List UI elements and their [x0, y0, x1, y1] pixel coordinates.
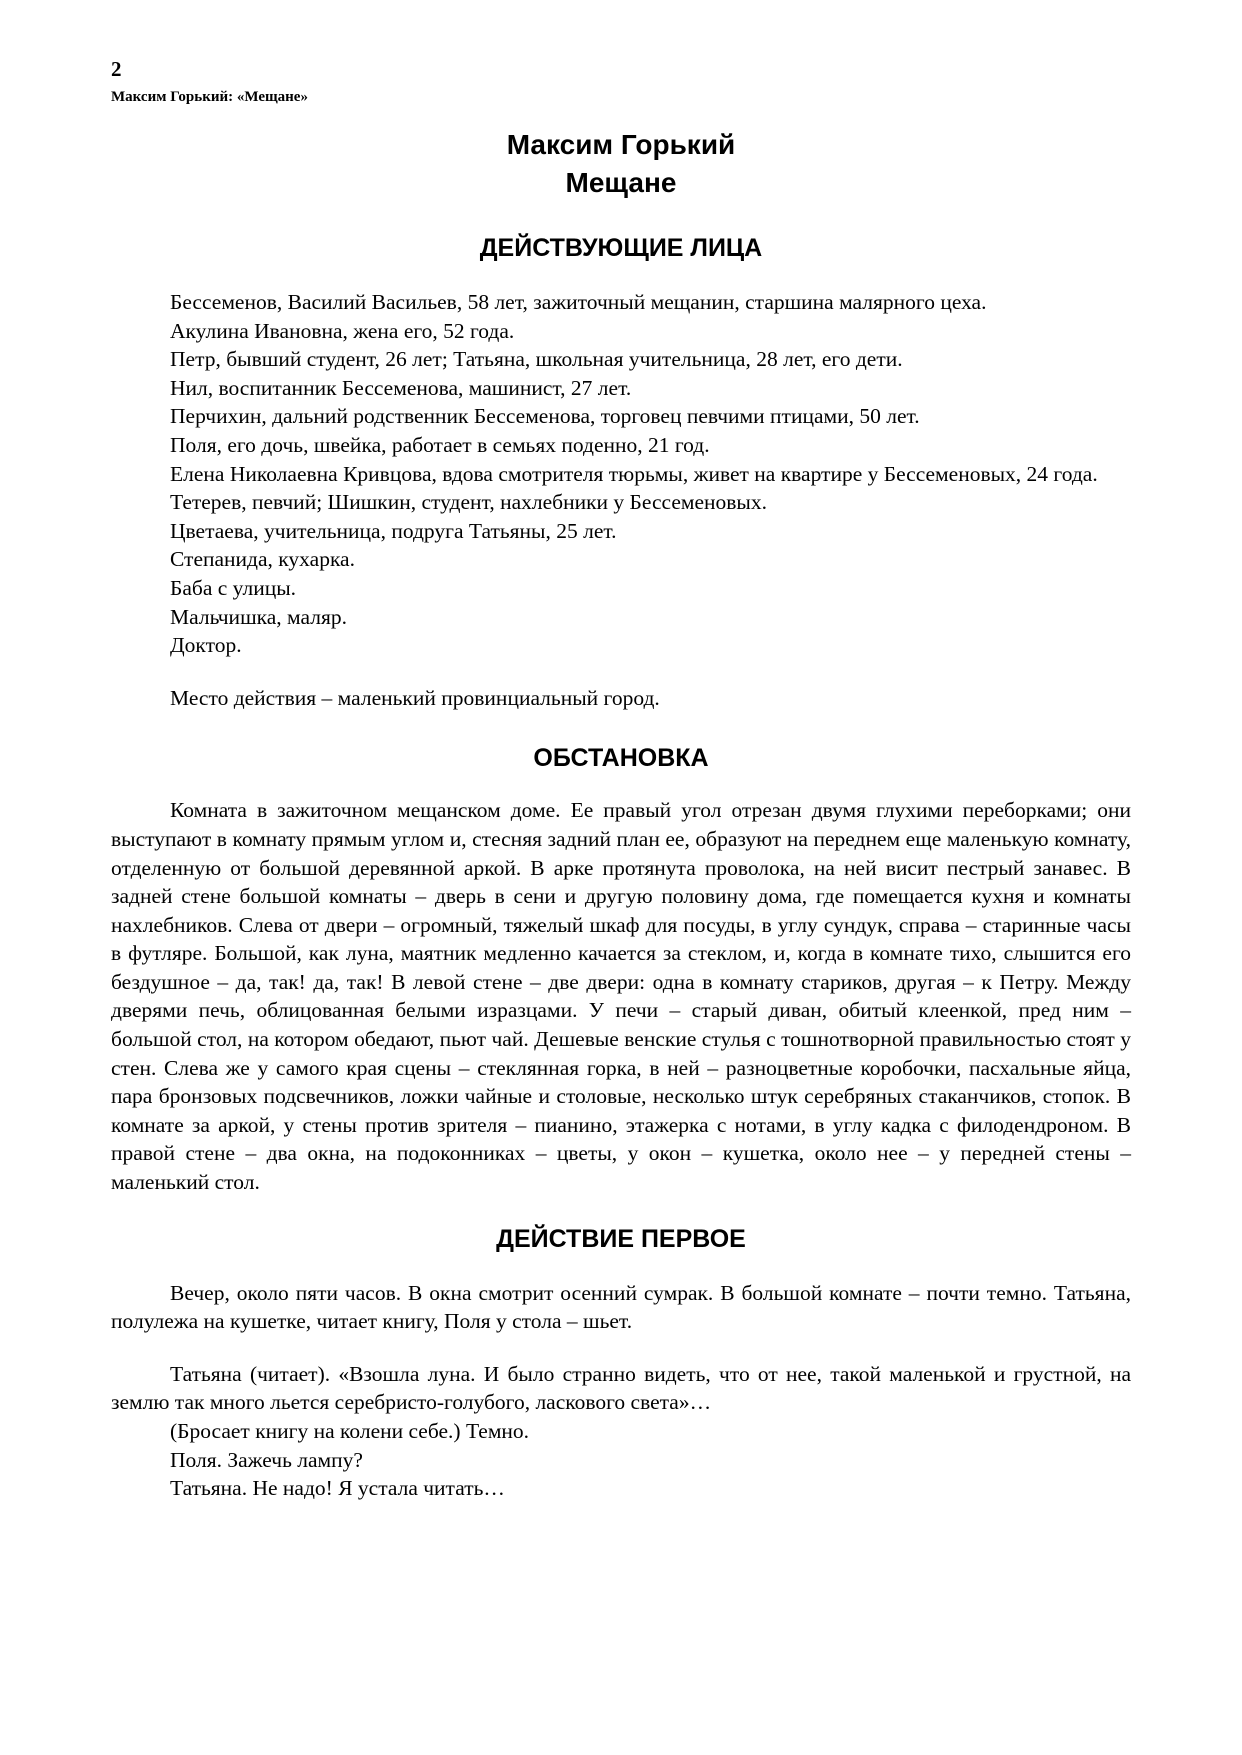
character-item: Бессеменов, Василий Васильев, 58 лет, зажиточный мещанин, старшина малярного цеха. — [170, 290, 987, 314]
author-name: Максим Горький — [506, 129, 736, 160]
dialogue-line: Татьяна. Не надо! Я устала читать… — [170, 1476, 505, 1501]
place-of-action: Место действия – маленький провинциальный город. — [170, 685, 660, 710]
running-header — [111, 57, 308, 107]
character-item: Петр, бывший студент, 26 лет; Татьяна, школьная учительница, 28 лет, его дети. — [170, 347, 903, 372]
running-title: Максим Горький: «Мещане» — [111, 89, 308, 105]
page-number: 2 — [111, 57, 122, 81]
character-item: Цветаева, учительница, подруга Татьяны, 25 лет. — [170, 518, 617, 543]
character-item: Степанида, кухарка. — [170, 547, 355, 572]
dialogue-line: (Бросает книгу на колени себе.) Темно. — [170, 1419, 530, 1443]
character-item: Акулина Ивановна, жена его, 52 года. — [170, 318, 515, 343]
character-item: Тетерев, певчий; Шишкин, студент, нахлебники у Бессеменовых. — [170, 490, 767, 515]
setting-paragraph: Комната в зажиточном мещанском доме. Ее правый угол отрезан двумя глухими переборками; они выступают в комнату прямым углом и, стесняя задний план ее, образуют на переднем еще маленькую комнату, отделенную от большой деревянной аркой. В арке протянута проволока, на ней висит пестрый занавес. В задней стене большой комнаты – дверь в сени и другую половину дома, где помещается кухня и комнаты нахлебников. Слева от двери – огромный, тяжелый шкаф для посуды, в углу сундук, справа – старинные часы в футляре. Большой, как луна, маятник медленно качается за стеклом, и, когда в комнате тихо, слышится его бездушное – да, так! да, так! В левой стене – две двери: одна в комнату стариков, другая – к Петру. Между дверями печь, облицованная белыми изразцами. У печи – старый диван, обитый клеенкой, пред ним – большой стол, на котором обедают, пьют чай. Дешевые венские стулья с тошнотворной правильностью стоят у стен. Слева же у самого края сцены – стеклянная горка, в ней – разноцветные коробочки, пасхальные яйца, пара бронзовых подсвечников, ложки чайные и столовые, несколько штук серебряных стаканчиков, стопок. В комнате за аркой, у стены против зрителя – пианино, этажерка с нотами, в углу кадка с филодендроном. В правой стене – два окна, на подоконниках – цветы, у окон – кушетка, около нее – у передней стены – маленький стол. — [111, 798, 1131, 1195]
setting-heading: ОБСТАНОВКА — [533, 744, 709, 773]
character-item: Баба с улицы. — [170, 575, 297, 600]
characters-list — [111, 288, 1131, 712]
act-one-heading: ДЕЙСТВИЕ ПЕРВОЕ — [496, 1224, 746, 1253]
characters-heading: ДЕЙСТВУЮЩИЕ ЛИЦА — [479, 234, 763, 262]
character-item: Нил, воспитанник Бессеменова, машинист, 27 лет. — [170, 375, 632, 400]
dialogue-line: Поля. Зажечь лампу? — [170, 1447, 363, 1472]
character-item: Доктор. — [170, 633, 242, 658]
character-item: Перчихин, дальний родственник Бессеменова, торговец певчими птицами, 50 лет. — [170, 404, 920, 429]
work-title: Мещане — [565, 167, 677, 198]
stage-direction: Вечер, около пяти часов. В окна смотрит осенний сумрак. В большой комнате – почти темно. Татьяна, полулежа на кушетке, читает книгу, Поля у стола – шьет. — [111, 1280, 1131, 1334]
page-content — [111, 126, 1131, 1503]
character-item: Поля, его дочь, швейка, работает в семьях поденно, 21 год. — [170, 432, 710, 457]
character-item: Елена Николаевна Кривцова, вдова смотрителя тюрьмы, живет на квартире у Бессеменовых, 24 года. — [170, 461, 1098, 486]
character-item: Мальчишка, маляр. — [170, 604, 347, 629]
dialogue-line: Татьяна (читает). «Взошла луна. И было странно видеть, что от нее, такой маленькой и грустной, на землю так много льется серебристо-голубого, ласкового света»… — [111, 1361, 1131, 1415]
